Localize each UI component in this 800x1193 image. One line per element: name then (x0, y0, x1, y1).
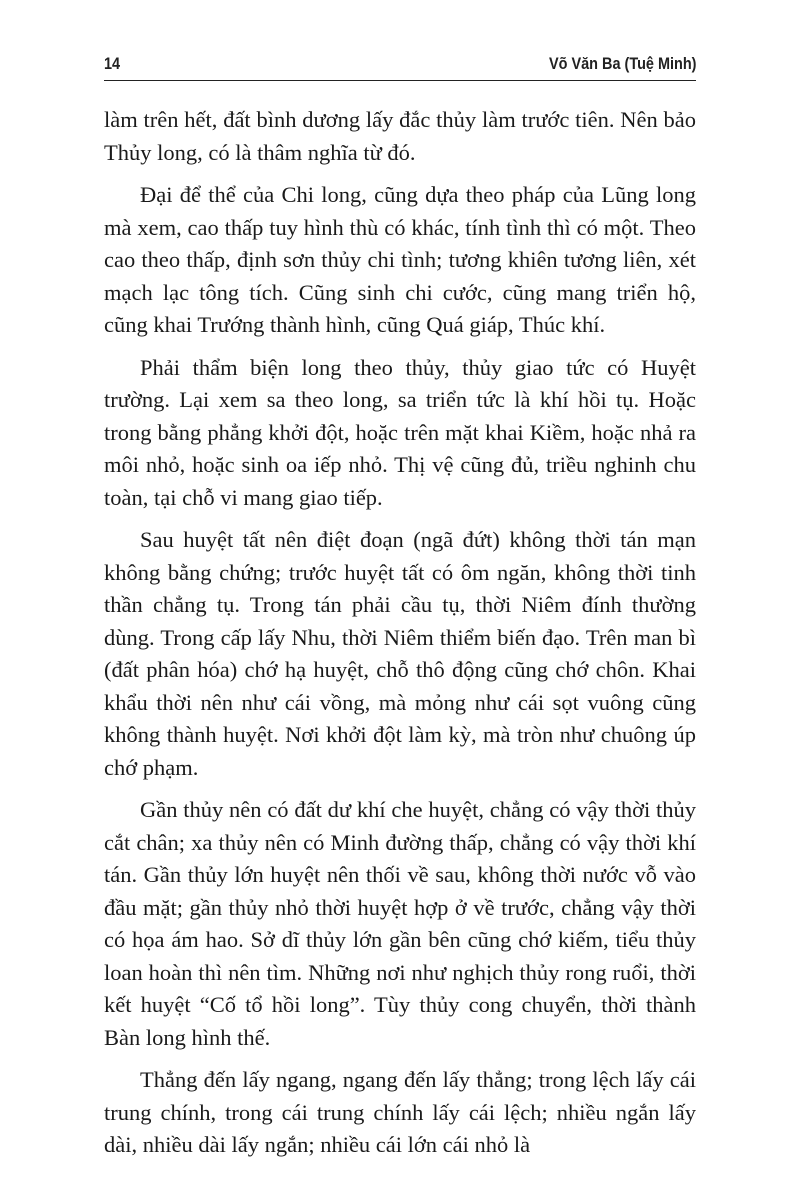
paragraph: Đại để thể của Chi long, cũng dựa theo pháp của Lũng long mà xem, cao thấp tuy hình thù có khác, tính tình thì có một. Theo cao theo thấp, định sơn thủy chi tình; tương khiên tương liên, xét mạch lạc tông tích. Cũng sinh chi cước, cũng mang triển hộ, cũng khai Trướng thành hình, cũng Quá giáp, Thúc khí. (104, 182, 696, 337)
paragraph: Sau huyệt tất nên điệt đoạn (ngã đứt) không thời tán mạn không bằng chứng; trước huyệt tất có ôm ngăn, không thời tinh thần chẳng tụ. Trong tán phải cầu tụ, thời Niêm đính thường dùng. Trong cấp lấy Nhu, thời Niêm thiểm biến đạo. Trên man bì (đất phân hóa) chớ hạ huyệt, chỗ thô động cũng chớ chôn. Khai khẩu thời nên như cái vồng, mà mỏng như cái sọt vuông cũng không thành huyệt. Nơi khởi đột làm kỳ, mà tròn như chuông úp chớ phạm. (104, 527, 696, 780)
page-number: 14 (104, 54, 121, 73)
paragraph: Phải thẩm biện long theo thủy, thủy giao tức có Huyệt trường. Lại xem sa theo long, sa triển tức là khí hồi tụ. Hoặc trong bằng phẳng khởi đột, hoặc trên mặt khai Kiềm, hoặc nhả ra môi nhỏ, hoặc sinh oa iếp nhỏ. Thị vệ cũng đủ, triều nghinh chu toàn, tại chỗ vi mang giao tiếp. (104, 354, 696, 510)
running-head: Võ Văn Ba (Tuệ Minh) (548, 54, 696, 73)
body-text (104, 104, 696, 1172)
paragraph: làm trên hết, đất bình dương lấy đắc thủy làm trước tiên. Nên bảo Thủy long, có là thâm nghĩa từ đó. (104, 107, 696, 165)
page-header (104, 50, 696, 81)
paragraph: Gần thủy nên có đất dư khí che huyệt, chẳng có vậy thời thủy cắt chân; xa thủy nên có Minh đường thấp, chẳng có vậy thời khí tán. Gần thủy lớn huyệt nên thối về sau, không thời nước vỗ vào đầu mặt; gần thủy nhỏ thời huyệt hợp ở về trước, chẳng vậy thời có họa ám hao. Sở dĩ thủy lớn gần bên cũng chớ kiếm, tiểu thủy loan hoàn thì nên tìm. Những nơi như nghịch thủy rong ruổi, thời kết huyệt “Cố tổ hồi long”. Tùy thủy cong chuyển, thời thành Bàn long hình thế. (104, 797, 696, 1050)
paragraph: Thẳng đến lấy ngang, ngang đến lấy thẳng; trong lệch lấy cái trung chính, trong cái trung chính lấy cái lệch; nhiều ngắn lấy dài, nhiều dài lấy ngắn; nhiều cái lớn cái nhỏ là (104, 1067, 696, 1157)
